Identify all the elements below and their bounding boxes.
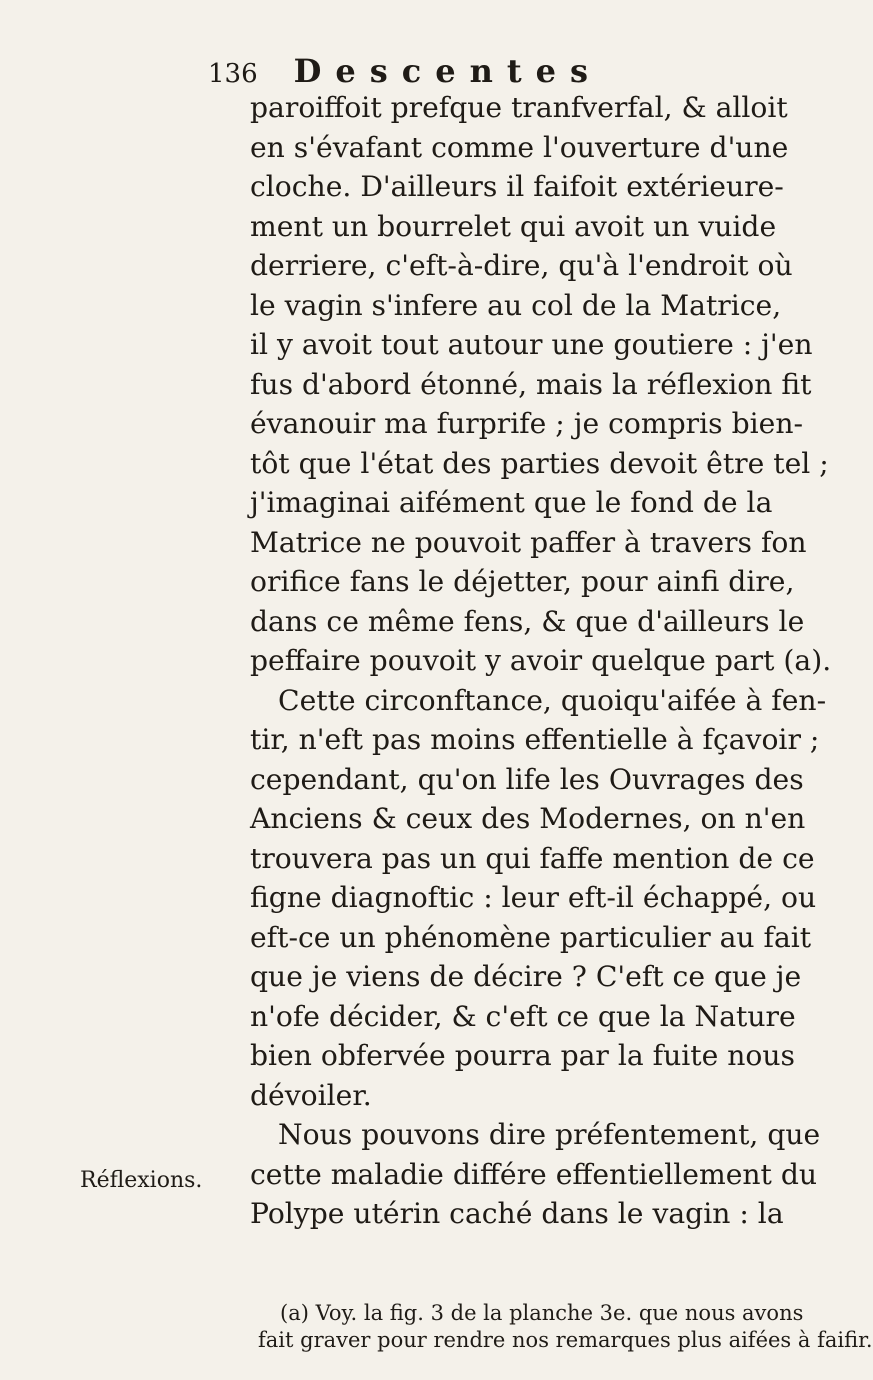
text-line: tôt que l'état des parties devoit être tel ; [250, 446, 829, 480]
text-line: Polype utérin caché dans le vagin : la [250, 1197, 784, 1230]
text-line: figne diagnoftic : leur eft-il échappé, ou [250, 881, 817, 914]
footnote-line: (a) Voy. la fig. 3 de la planche 3e. que nous avons [280, 1301, 804, 1325]
text-line: Cette circonftance, quoiqu'aifée à fen- [278, 683, 827, 717]
footnote-line: fait graver pour rendre nos remarques plus aifées à faifir. [258, 1328, 873, 1352]
footnote [258, 1300, 873, 1354]
text-line: derriere, c'eft-à-dire, qu'à l'endroit où [250, 249, 793, 282]
text-line: n'ofe décider, & c'eft ce que la Nature [250, 999, 796, 1033]
text-line: dans ce même fens, & que d'ailleurs le [250, 604, 805, 638]
text-line: tir, n'eft pas moins effentielle à fçavoir ; [250, 723, 820, 756]
text-line: Nous pouvons dire préfentement, que [278, 1118, 821, 1151]
text-line: il y avoit tout autour une goutiere : j'en [250, 328, 813, 361]
text-line: bien obfervée pourra par la fuite nous [250, 1039, 795, 1072]
text-line: Anciens & ceux des Modernes, on n'en [250, 802, 806, 835]
text-line: fus d'abord étonné, mais la réflexion fit [250, 367, 812, 401]
text-line: eft-ce un phénomène particulier au fait [250, 920, 812, 954]
text-line: cette maladie différe effentiellement du [250, 1157, 818, 1191]
text-line: j'imaginai aifément que le fond de la [250, 486, 773, 519]
margin-note: Réflexions. [80, 1168, 203, 1193]
text-line: en s'évafant comme l'ouverture d'une [250, 130, 789, 164]
body-text [250, 88, 832, 1234]
text-line: trouvera pas un qui faffe mention de ce [250, 841, 815, 875]
text-line: que je viens de décire ? C'eft ce que je [250, 960, 802, 993]
page-number: 136 [208, 59, 258, 89]
text-line: paroiffoit prefque tranfverfal, & alloit [250, 91, 788, 124]
text-line: cependant, qu'on life les Ouvrages des [250, 762, 804, 796]
text-line: Matrice ne pouvoit paffer à travers fon [250, 525, 807, 559]
text-line: ment un bourrelet qui avoit un vuide [250, 209, 777, 243]
text-line: cloche. D'ailleurs il faifoit extérieure- [250, 170, 784, 203]
text-line: évanouir ma furprife ; je compris bien- [250, 407, 804, 440]
text-line: dévoiler. [250, 1078, 372, 1112]
text-line: orifice fans le déjetter, pour ainfi dire, [250, 565, 795, 598]
text-line: peffaire pouvoit y avoir quelque part (a). [250, 644, 832, 677]
running-title: Descentes [293, 52, 603, 90]
text-line: le vagin s'infere au col de la Matrice, [250, 288, 782, 322]
